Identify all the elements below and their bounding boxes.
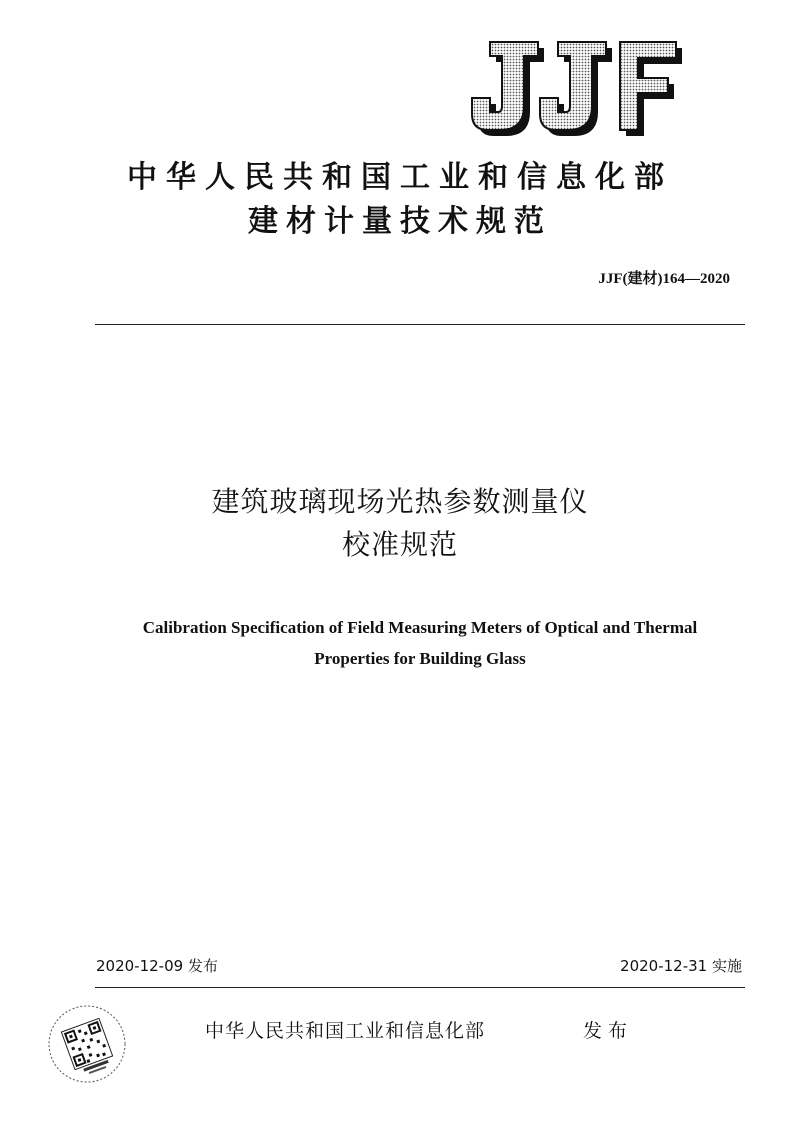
standard-code: JJF(建材)164—2020 bbox=[598, 271, 730, 287]
issue-date: 2020-12-09 发布 bbox=[96, 957, 218, 975]
top-divider bbox=[95, 324, 745, 325]
qr-code-seal bbox=[45, 1002, 130, 1087]
specification-series-title: 建材计量技术规范 bbox=[248, 204, 552, 239]
publisher-name: 中华人民共和国工业和信息化部 bbox=[205, 1020, 486, 1042]
jjf-logo bbox=[470, 40, 685, 140]
english-title-line-2: Properties for Building Glass bbox=[314, 649, 526, 668]
implementation-date: 2020-12-31 实施 bbox=[620, 957, 742, 975]
chinese-title-line-1: 建筑玻璃现场光热参数测量仪 bbox=[211, 485, 589, 518]
issuing-authority-title: 中华人民共和国工业和信息化部 bbox=[127, 160, 673, 195]
bottom-divider bbox=[95, 987, 745, 988]
english-title-line-1: Calibration Specification of Field Measuring Meters of Optical and Thermal bbox=[142, 618, 698, 637]
publish-label: 发布 bbox=[583, 1020, 634, 1042]
chinese-title-line-2: 校准规范 bbox=[341, 528, 458, 561]
